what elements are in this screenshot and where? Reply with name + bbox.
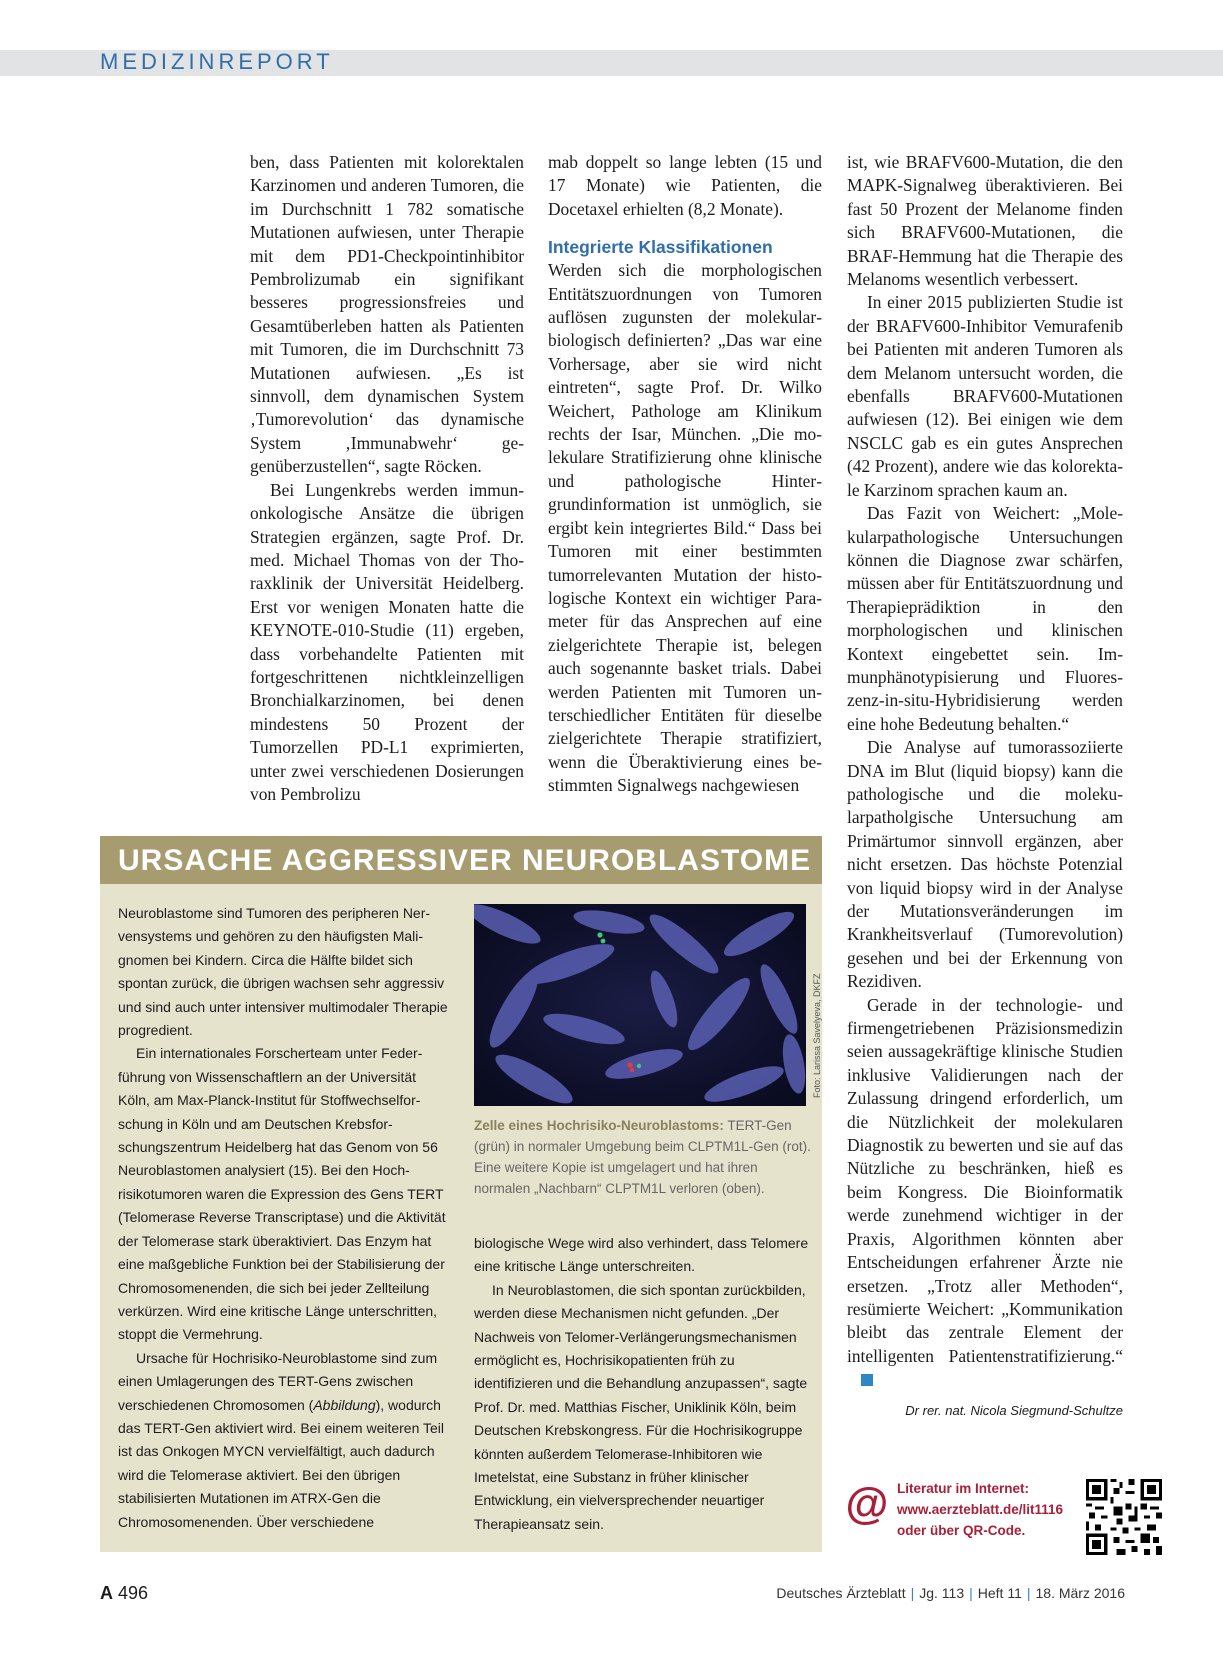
section-label: MEDIZINREPORT (100, 49, 334, 74)
paragraph-text: Ursache für Hochrisiko-Neuroblastome sind zum einen Umlagerungen des TERT-Gens zwischen verschiedenen Chromosomen ( (118, 1349, 438, 1413)
microscopy-image (474, 904, 806, 1106)
image-caption (474, 1115, 812, 1199)
svg-text:@: @ (845, 1482, 889, 1526)
caption-lead: Zelle eines Hochrisiko-Neuroblastoms: (474, 1118, 724, 1133)
paragraph: In einer 2015 publizierten Studie ist der BRAFV600-Inhibitor Vemurafenib bei Patienten mit anderen Tumoren als dem Melanom untersucht worden, die ebenfalls BRAFV600-Mutationen aufwiesen (12). Bei einigen wie dem NSCLC gab es ein gutes Ansprechen (42 Prozent), andere wie das kolorektale Karzinom sprachen kaum an. (847, 292, 1123, 500)
paragraph (118, 1347, 448, 1534)
paragraph: mab doppelt so lange lebten (15 und 17 Monate) wie Patienten, die Docetaxel erhielten (8,2 Monate). (548, 152, 822, 219)
paragraph: Das Fazit von Weichert: „Molekularpathologische Untersuchungen können die Diagnose zwar schärfen, müssen aber für Entitätszuordnung und Therapieprädiktion in den morphologischen und klinischen Kontext eingebettet sein. Immunphänotypisierung und Fluoreszenz-in-situ-Hybridisierung werden eine hohe Bedeutung behalten.“ (847, 503, 1123, 734)
chromosome-image-graphic (474, 904, 806, 1106)
paragraph: Ein internationales Forscherteam unter Federführung von Wissenschaftlern an der Universität Köln, am Max-Planck-Institut für Stoffwechselforschung in Köln und am Deutschen Krebsforschungszentrum Heidelberg hat das Genom von 56 Neuroblastomen analysiert (15). Bei den Hochrisikotumoren waren die Expression des Gens TERT (Telomerase Reverse Transcriptase) und die Aktivität der Telomerase stark überaktiviert. Das Enzym hat eine maßgebliche Funktion bei der Stabilisierung der Chromosomenenden, die sich bei jeder Zellteilung verkürzen. Wird eine kritische Länge unterschritten, stoppt die Vermehrung. (118, 1045, 446, 1343)
journal-name: Deutsches Ärzteblatt (776, 1585, 906, 1601)
journal-issue: Heft 11 (977, 1585, 1022, 1601)
paragraph-last (847, 994, 1123, 1392)
paragraph: Die Analyse auf tumorassoziierte DNA im Blut (liquid biopsy) kann die pathologische und die molekularpatholgische Untersuchung am Primärtumor sinnvoll ergänzen, aber nicht ersetzen. Das höchste Potenzial von liquid biopsy wird in der Analyse der Mutationsveränderungen im Krankheitsverlauf (Tumorevolution) gesehen und bei der Erkennung von Rezidiven. (847, 737, 1123, 992)
subheading: Integrierte Klassifikationen (548, 237, 773, 258)
literature-label: Literatur im Internet: (897, 1481, 1030, 1496)
info-box-title-bar (100, 836, 822, 884)
paragraph: Werden sich die morphologischen Entitätszuordnungen von Tumoren auflösen zugunsten der molekularbiologisch definierten? „Das war eine Vorhersage, aber sie wird nicht eintreten“, sagte Prof. Dr. Wilko Weichert, Pathologe am Klinikum rechts der Isar, München. „Die molekulare Stratifizierung ohne klinische und pathologische Hintergrundinformation ist unmöglich, sie ergibt kein integriertes Bild.“ Dass bei Tumoren mit einer bestimmten tumorrelevanten Mutation der histologische Kontext ein wichtiger Parameter für das Ansprechen auf eine zielgerichtete Therapie ist, belegen auch sogenannte basket trials. Dabei werden Patienten mit Tumoren unterschiedlicher Entitäten für dieselbe zielgerichtete Therapie stratifiziert, wenn die Überaktivierung eines bestimmten Signalwegs nachgewiesen (548, 260, 822, 796)
paragraph: Neuroblastome sind Tumoren des peripheren Nervensystems und gehören zu den häufigsten Malignomen bei Kindern. Circa die Hälfte bildet sich spontan zurück, die übrigen wachsen sehr aggressiv und sind auch unter intensiver multimodaler Therapie progredient. (118, 905, 448, 1039)
figure-reference: Abbildung (313, 1396, 376, 1413)
literature-text (897, 1478, 1063, 1541)
journal-footer: Deutsches Ärzteblatt | Jg. 113 | Heft 11 | 18. März 2016 (776, 1585, 1125, 1601)
page-number-value: 496 (118, 1583, 149, 1603)
square-icon (861, 1374, 873, 1386)
literature-link[interactable]: www.aerzteblatt.de/lit1116 (897, 1502, 1064, 1517)
paragraph-text: ), wodurch das TERT-Gen aktiviert wird. Bei einem weiteren Teil ist das Onkogen MYCN vervielfältigt, auch dadurch wird die Telomerase aktiviert. Bei den übrigen stabilisierten Mutationen im ATRX-Gen die Chromosomenenden. Über verschiedene (118, 1396, 445, 1530)
journal-volume: Jg. 113 (919, 1585, 965, 1601)
paragraph-text: Gerade in der technologie- und firmengetriebenen Präzisionsmedizin seien aussagekräftige klinische Studien inklusive Validierungen nach der Zulassung dringend erforderlich, um die Nützlichkeit der molekularen Diagnostik zu bewerten und sie auf das Nützliche zu beschränken, hieß es beim Kongress. Die Bioinformatik werde zunehmend wichtiger in der Praxis, Algorithmen könnten aber Entscheidungen erfahrener Ärzte nie ersetzen. „Trotz aller Methoden“, resümierte Weichert: „Kommunikation bleibt das zentrale Element der intelligenten Patientenstratifizierung.“ (847, 994, 1123, 1366)
journal-date: 18. März 2016 (1035, 1585, 1125, 1601)
page-number (100, 1582, 148, 1604)
article-column-2 (548, 151, 822, 798)
at-sign-icon (845, 1482, 889, 1526)
info-box-title: URSACHE AGGRESSIVER NEUROBLASTOME (118, 844, 812, 877)
qr-code-icon[interactable] (1086, 1479, 1162, 1555)
paragraph: In Neuroblastomen, die sich spontan zurückbilden, werden diese Mechanismen nicht gefunden. „Der Nachweis von Telomer-Verlängerungsmechanismen ermöglicht es, Hochrisikopatienten früh zu identifizieren und die Behandlung anzupassen“, sagte Prof. Dr. med. Matthias Fischer, Uniklinik Köln, beim Deutschen Krebskongress. Für die Hochrisikogruppe könnten außerdem Telomerase-Inhibitoren wie Imetelstat, eine Substanz in früher klinischer Entwicklung, ein vielversprechender neuartiger Therapieansatz sein. (474, 1281, 808, 1532)
caption-text: TERT-Gen (grün) in normaler Umgebung beim CLPTM1L-Gen (rot). Eine weitere Kopie ist umgelagert und hat ihren normalen „Nachbarn“ CLPTM1L verloren (oben). (474, 1118, 811, 1196)
info-box (100, 836, 822, 1552)
paragraph: biologische Wege wird also verhindert, dass Telomere eine kritische Länge unterschreiten. (474, 1235, 809, 1275)
photo-credit: Foto: Larissa Savelyeva, DKFZ (812, 973, 822, 1098)
literature-qr-hint: oder über QR-Code. (897, 1523, 1026, 1538)
info-box-column-1 (118, 902, 448, 1534)
paragraph: ist, wie BRAFV600-Mutation, die den MAPK-Signalweg überaktivieren. Bei fast 50 Prozent der Melanome finden sich BRAFV600-Mutationen, die BRAF-Hemmung hat die Therapie des Melanoms wesentlich verbessert. (847, 152, 1123, 290)
article-column-1 (250, 151, 524, 806)
info-box-column-2 (474, 1232, 812, 1536)
paragraph: Bei Lungenkrebs werden immunonkologische Ansätze die übrigen Strategien ergänzen, sagte Prof. Dr. med. Michael Thomas von der Thoraxklinik der Universität Heidelberg. Erst vor wenigen Monaten hatte die KEYNOTE-010-Studie (11) ergeben, dass vorbehandelte Patienten mit fortgeschrittenen nichtkleinzelligen Bronchialkarzinomen, bei denen mindestens 50 Prozent der Tumorzellen PD-L1 exprimierten, unter zwei verschiedenen Dosierungen von Pembrolizu (250, 479, 524, 804)
page-prefix: A (100, 1583, 113, 1603)
author-byline: Dr rer. nat. Nicola Siegmund-Schultze (905, 1402, 1123, 1418)
paragraph: ben, dass Patienten mit kolorektalen Karzinomen und anderen Tumoren, die im Durchschnitt 1 782 somatische Mutationen aufwiesen, unter Therapie mit dem PD1-Checkpointinhibitor Pembrolizumab ein signifikant besseres progressionsfreies und Gesamtüberleben hatten als Patienten mit Tumoren, die im Durchschnitt 73 Mutationen aufwiesen. „Es ist sinnvoll, dem dynamischen System ‚Tumorevolution‘ das dynamische System ‚Immunabwehr‘ gegenüberzustellen“, sagte Röcken. (250, 152, 524, 477)
literature-note (845, 1478, 1085, 1558)
article-column-3 (847, 151, 1123, 1420)
